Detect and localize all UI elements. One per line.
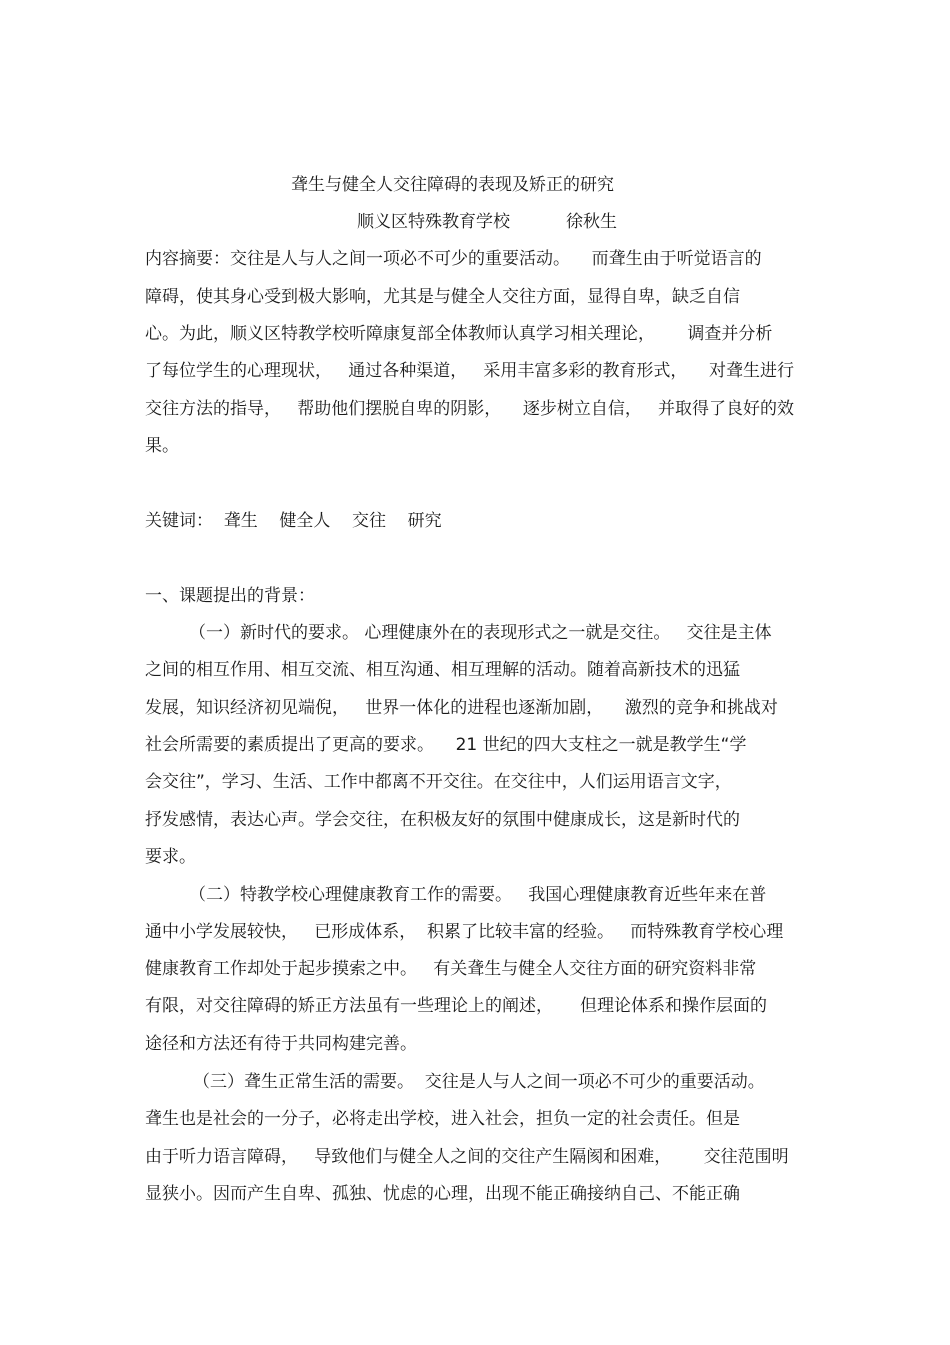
school-name: 顺义区特殊教育学校	[357, 212, 510, 232]
body-line: （二）特教学校心理健康教育工作的需要。 我国心理健康教育近些年来在普	[189, 885, 767, 905]
body-line: 有限，对交往障碍的矫正方法虽有一些理论上的阐述， 但理论体系和操作层面的	[145, 996, 768, 1016]
body-line: 通中小学发展较快， 已形成体系， 积累了比较丰富的经验。 而特殊教育学校心理	[145, 922, 784, 942]
author-name: 徐秋生	[566, 212, 617, 232]
abstract-line: 障碍，使其身心受到极大影响，尤其是与健全人交往方面，显得自卑，缺乏自信	[145, 287, 740, 307]
body-line: 健康教育工作却处于起步摸索之中。 有关聋生与健全人交往方面的研究资料非常	[145, 959, 757, 979]
body-line: 由于听力语言障碍， 导致他们与健全人之间的交往产生隔阂和困难， 交往范围明	[145, 1147, 789, 1167]
body-line: 之间的相互作用、相互交流、相互沟通、相互理解的活动。随着高新技术的迅猛	[145, 660, 740, 680]
body-line: 抒发感情，表达心声。学会交往，在积极友好的氛围中健康成长，这是新时代的	[145, 810, 740, 830]
body-line: 显狭小。因而产生自卑、孤独、忧虑的心理，出现不能正确接纳自己、不能正确	[145, 1184, 740, 1204]
body-line: 会交往”，学习、生活、工作中都离不开交往。在交往中，人们运用语言文字，	[145, 772, 732, 792]
section-heading: 一、课题提出的背景：	[145, 586, 315, 606]
body-line: （三）聋生正常生活的需要。 交往是人与人之间一项必不可少的重要活动。	[193, 1072, 765, 1092]
body-line: 发展，知识经济初见端倪， 世界一体化的进程也逐渐加剧， 激烈的竞争和挑战对	[145, 698, 778, 718]
body-line: 途径和方法还有待于共同构建完善。	[145, 1034, 417, 1054]
abstract-line: 交往方法的指导， 帮助他们摆脱自卑的阴影， 逐步树立自信， 并取得了良好的效	[145, 399, 795, 419]
keywords: 关键词： 聋生 健全人 交往 研究	[145, 511, 442, 531]
abstract-line: 心。为此，顺义区特教学校听障康复部全体教师认真学习相关理论， 调查并分析	[145, 324, 773, 344]
body-line: （一）新时代的要求。 心理健康外在的表现形式之一就是交往。 交往是主体	[189, 623, 772, 643]
body-line: 要求。	[145, 847, 196, 867]
body-line: 社会所需要的素质提出了更高的要求。 21 世纪的四大支柱之一就是教学生“学	[145, 735, 747, 755]
abstract-line: 果。	[145, 436, 179, 456]
body-line: 聋生也是社会的一分子，必将走出学校，进入社会，担负一定的社会责任。但是	[145, 1109, 740, 1129]
document-title: 聋生与健全人交往障碍的表现及矫正的研究	[291, 175, 614, 195]
abstract-line: 内容摘要：交往是人与人之间一项必不可少的重要活动。 而聋生由于听觉语言的	[145, 249, 762, 269]
abstract-line: 了每位学生的心理现状， 通过各种渠道， 采用丰富多彩的教育形式， 对聋生进行	[145, 361, 795, 381]
